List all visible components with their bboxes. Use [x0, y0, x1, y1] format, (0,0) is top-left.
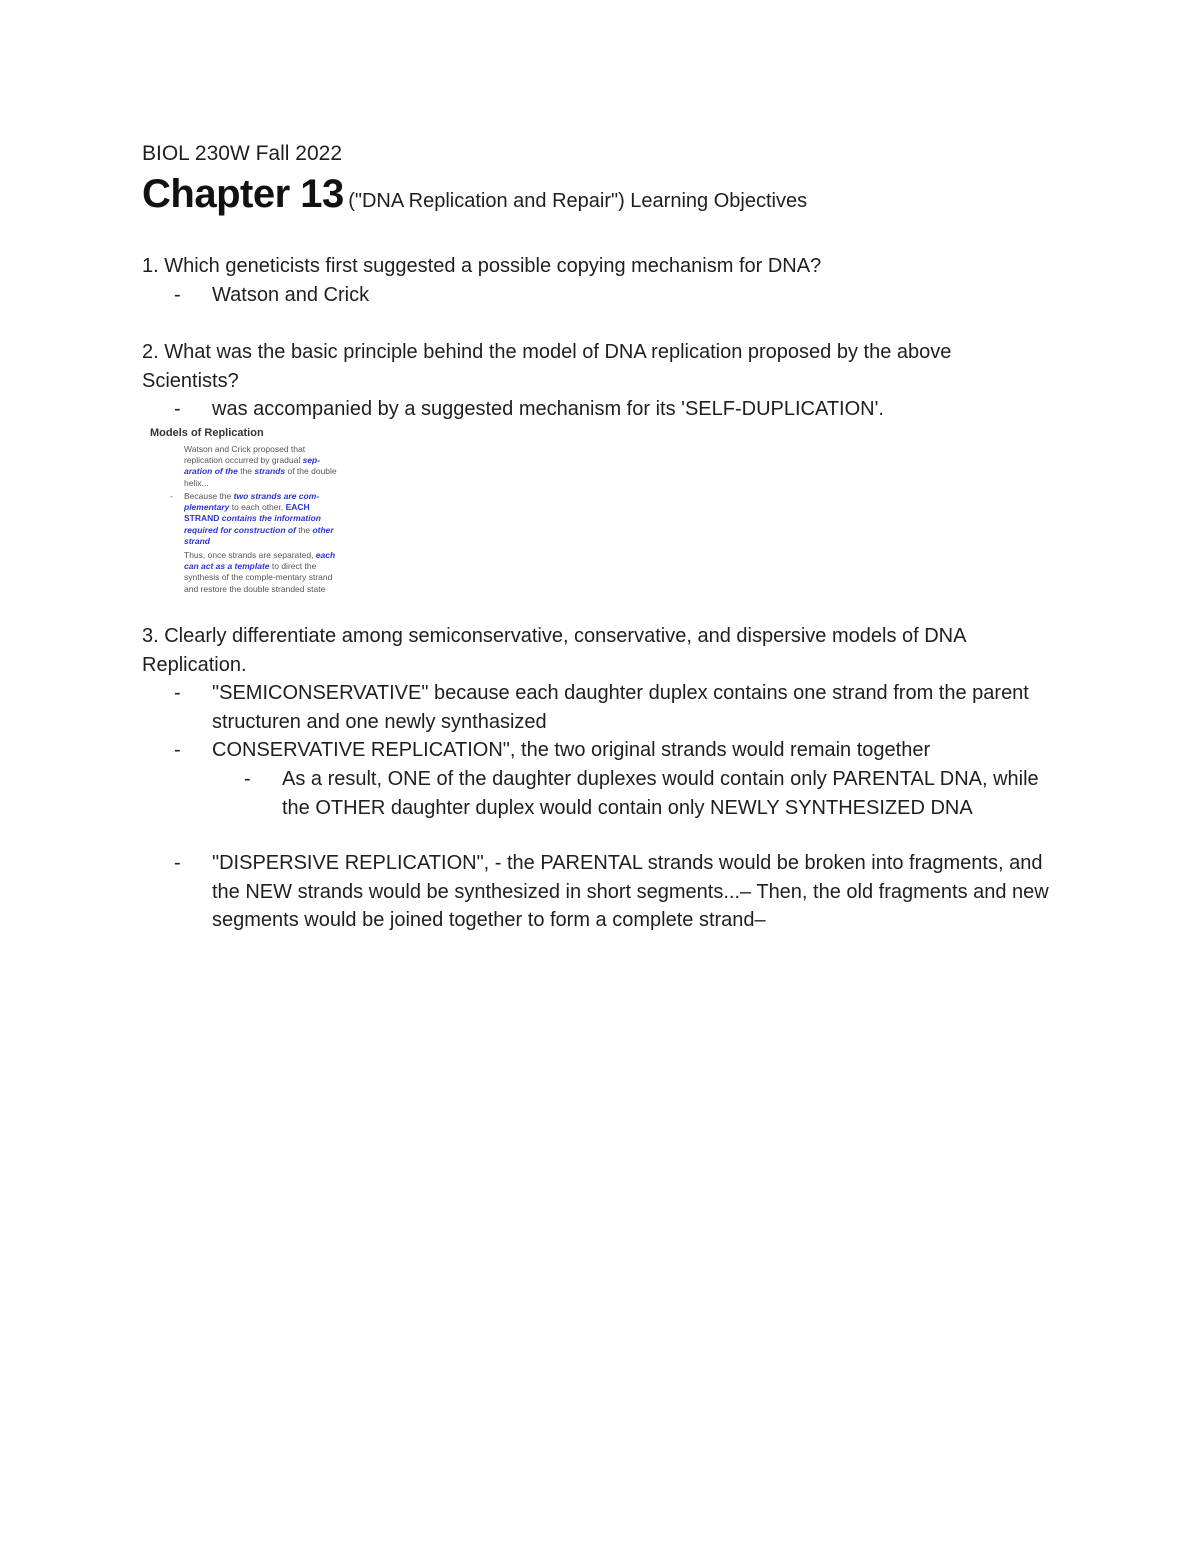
question-2: 2. What was the basic principle behind the model of DNA replication proposed by the above Scientists?: [142, 341, 952, 392]
bullet-dash: -: [174, 284, 181, 306]
bullet-dash: -: [174, 682, 181, 704]
slide-text: of the double helix...: [184, 466, 337, 488]
slide-text: to direct the synthesis of the comple-mentary strand and restore the double stranded state: [184, 561, 333, 594]
bullet-dash: -: [174, 852, 181, 874]
answer-semiconservative: "SEMICONSERVATIVE" because each daughter duplex contains one strand from the parent structuren and one newly synthasized: [212, 682, 1029, 733]
slide-emphasis: each can act as a template: [184, 550, 336, 572]
slide-emphasis: strands: [254, 466, 286, 477]
slide-paragraph-3: [184, 550, 344, 595]
bullet-dash: -: [244, 768, 251, 790]
question-1: 1. Which geneticists first suggested a possible copying mechanism for DNA?: [142, 255, 822, 277]
chapter-subtitle: ("DNA Replication and Repair") Learning Objectives: [348, 190, 808, 212]
slide-paragraph-1: [184, 444, 344, 489]
answer-2: was accompanied by a suggested mechanism for its 'SELF-DUPLICATION'.: [212, 398, 884, 420]
slide-text: the: [237, 466, 255, 477]
page-title: [142, 172, 807, 217]
slide-image: [148, 425, 363, 610]
slide-emphasis: other strand: [184, 524, 334, 546]
answer-1: Watson and Crick: [212, 284, 370, 306]
slide-text: to each other,: [229, 502, 286, 513]
slide-text: Watson and Crick proposed that replication occurred by gradual: [184, 444, 306, 466]
chapter-heading: Chapter 13: [142, 172, 344, 216]
slide-emphasis: two strands are com-plementary: [184, 491, 320, 513]
slide-title: Models of Replication: [150, 427, 264, 439]
slide-emphasis: sep-aration of the: [184, 455, 321, 477]
bullet-dash: -: [174, 398, 181, 420]
course-label: BIOL 230W Fall 2022: [142, 142, 342, 165]
slide-emphasis: contains the: [219, 513, 275, 524]
slide-paragraph-2: [184, 491, 344, 547]
bullet-dash: -: [174, 739, 181, 761]
answer-dispersive: "DISPERSIVE REPLICATION", - the PARENTAL strands would be broken into fragments, and the NEW strands would be synthesized in short segments...– Then, the old fragments and new segments would be joined together to form a complete strand–: [212, 852, 1049, 931]
answer-conservative: CONSERVATIVE REPLICATION", the two original strands would remain together: [212, 739, 931, 761]
answer-conservative-detail: As a result, ONE of the daughter duplexes would contain only PARENTAL DNA, while the OTHER daughter duplex would contain only NEWLY SYNTHESIZED DNA: [282, 768, 1039, 819]
slide-text: the: [295, 524, 313, 535]
slide-dash: -: [170, 491, 173, 501]
slide-emphasis: EACH STRAND: [184, 502, 310, 524]
slide-text: Thus, once strands are separated,: [184, 550, 316, 560]
question-3: 3. Clearly differentiate among semiconservative, conservative, and dispersive models of DNA Replication.: [142, 625, 966, 676]
slide-text: Because the: [184, 491, 234, 501]
slide-emphasis: information required for construction of: [184, 513, 321, 535]
